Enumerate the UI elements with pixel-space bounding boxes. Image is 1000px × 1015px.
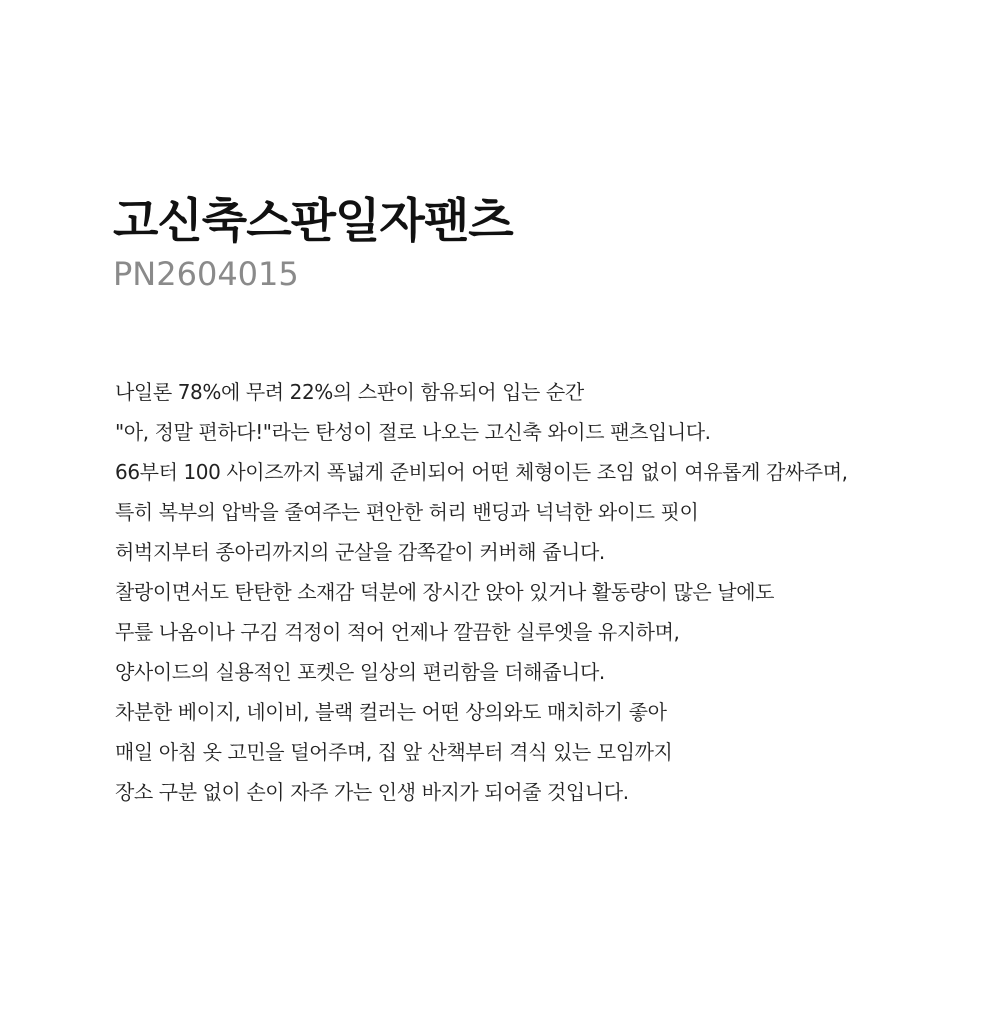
description-line: 무릎 나옴이나 구김 걱정이 적어 언제나 깔끔한 실루엣을 유지하며, <box>115 620 680 644</box>
product-header <box>113 192 513 294</box>
product-title: 고신축스판일자팬츠 <box>113 194 513 249</box>
description-line: 매일 아침 옷 고민을 덜어주며, 집 앞 산책부터 격식 있는 모임까지 <box>115 740 673 764</box>
description-line: 양사이드의 실용적인 포켓은 일상의 편리함을 더해줍니다. <box>115 660 605 684</box>
description-line: 나일론 78%에 무려 22%의 스판이 함유되어 입는 순간 <box>115 380 584 404</box>
description-line: 차분한 베이지, 네이비, 블랙 컬러는 어떤 상의와도 매치하기 좋아 <box>115 700 667 724</box>
description-line: 66부터 100 사이즈까지 폭넓게 준비되어 어떤 체형이든 조임 없이 여유롭게 감싸주며, <box>115 460 848 484</box>
description-line: 장소 구분 없이 손이 자주 가는 인생 바지가 되어줄 것입니다. <box>115 780 629 804</box>
description-line: "아, 정말 편하다!"라는 탄성이 절로 나오는 고신축 와이드 팬츠입니다. <box>115 420 711 444</box>
product-code: PN2604015 <box>113 255 299 293</box>
description-line: 허벅지부터 종아리까지의 군살을 감쪽같이 커버해 줍니다. <box>115 540 605 564</box>
description-line: 특히 복부의 압박을 줄여주는 편안한 허리 밴딩과 넉넉한 와이드 핏이 <box>115 500 699 524</box>
description-line: 찰랑이면서도 탄탄한 소재감 덕분에 장시간 앉아 있거나 활동량이 많은 날에도 <box>115 580 775 604</box>
product-description <box>115 372 995 812</box>
